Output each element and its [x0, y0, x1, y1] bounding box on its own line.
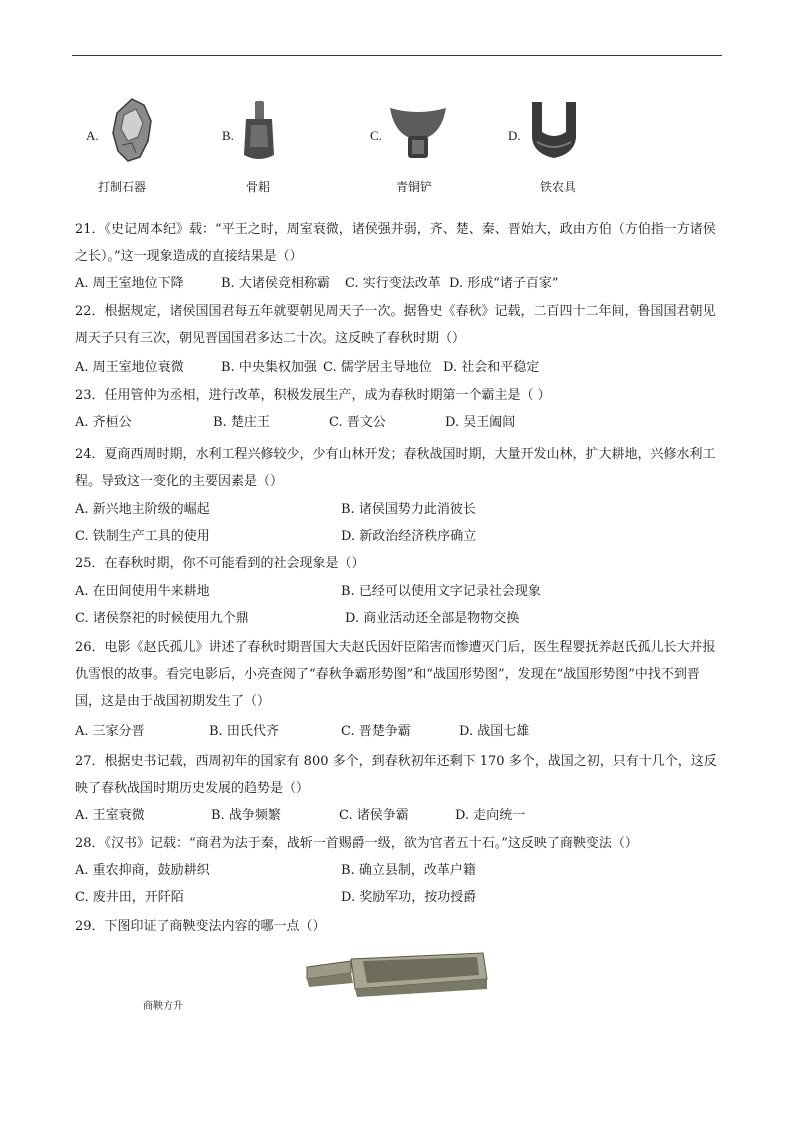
option-a[interactable]: A. 在田间使用牛来耕地 — [75, 584, 210, 599]
option-a[interactable]: A. 重农抑商，鼓励耕织 — [75, 863, 210, 878]
question-28-options-row1 — [75, 857, 725, 884]
bone-spade-icon — [238, 99, 280, 163]
shang-yang-square-measure-icon — [303, 949, 493, 999]
artifact-caption: 打制石器 — [98, 180, 147, 194]
question-24-options-row2 — [75, 523, 725, 550]
bronze-shovel-icon — [388, 104, 448, 164]
question-24-stem: 24．夏商西周时期，水利工程兴修较少，少有山林开发；春秋战国时期，大量开发山林，扩大耕地，兴修水利工程。导致这一变化的主要因素是（） — [75, 447, 716, 489]
chipped-stone-tool-icon — [110, 97, 154, 163]
question-27-stem: 27．根据史书记载，西周初年的国家有 800 多个，到春秋初年还剩下 170 多个，战国之初，只有十几个，这反映了春秋战国时期历史发展的趋势是（） — [75, 754, 717, 796]
question-25-stem: 25．在春秋时期，你不可能看到的社会现象是（） — [75, 556, 365, 571]
option-d[interactable]: D. 商业活动还全部是物物交换 — [345, 611, 520, 626]
option-d[interactable]: D. 奖励军功，按功授爵 — [341, 890, 477, 905]
artifact-letter: A. — [86, 128, 99, 143]
question-25-options-row2 — [75, 605, 725, 632]
artifact-caption: 青铜铲 — [396, 180, 433, 194]
option-c[interactable]: C. 儒学居主导地位 — [323, 360, 432, 375]
question-22-options — [75, 354, 725, 381]
option-d[interactable]: D. 吴王阖闾 — [445, 415, 516, 430]
option-c[interactable]: C. 晋文公 — [329, 415, 386, 430]
question-21-options — [75, 270, 725, 297]
option-b[interactable]: B. 确立县制，改革户籍 — [341, 863, 476, 878]
option-b[interactable]: B. 战争频繁 — [211, 808, 281, 823]
figure-caption: 商鞅方升 — [143, 1001, 183, 1012]
option-b[interactable]: B. 诸侯国势力此消彼长 — [341, 502, 476, 517]
artifact-letter: C. — [370, 128, 382, 143]
question-23-options — [75, 409, 725, 436]
option-c[interactable]: C. 诸侯争霸 — [339, 808, 409, 823]
option-c[interactable]: C. 诸侯祭祀的时候使用九个鼎 — [75, 611, 249, 626]
question-29-stem: 29．下图印证了商鞅变法内容的哪一点（） — [75, 919, 326, 934]
question-28-stem: 28．《汉书》记载：“商君为法于秦，战斩一首赐爵一级，欲为官者五十石。”这反映了商鞅变法（） — [75, 836, 638, 851]
artifact-caption: 铁农具 — [540, 180, 577, 194]
option-b[interactable]: B. 已经可以使用文字记录社会现象 — [341, 584, 541, 599]
artifact-letter: B. — [222, 128, 234, 143]
option-d[interactable]: D. 社会和平稳定 — [443, 360, 540, 375]
question-24-options-row1 — [75, 496, 725, 523]
artifact-letter: D. — [508, 128, 521, 143]
iron-farm-tool-icon — [530, 98, 578, 160]
option-d[interactable]: D. 形成“诸子百家” — [449, 276, 559, 291]
question-27-options — [75, 802, 725, 829]
question-23-stem: 23．任用管仲为丞相，进行改革，积极发展生产，成为春秋时期第一个霸主是（ ） — [75, 388, 551, 403]
question-26-options — [75, 718, 725, 745]
option-a[interactable]: A. 周王室地位下降 — [75, 276, 184, 291]
question-28-options-row2 — [75, 884, 725, 911]
option-b[interactable]: B. 大诸侯竞相称霸 — [221, 276, 330, 291]
option-a[interactable]: A. 周王室地位衰微 — [75, 360, 184, 375]
header-rule — [72, 55, 722, 56]
option-b[interactable]: B. 中央集权加强 — [221, 360, 317, 375]
option-b[interactable]: B. 楚庄王 — [213, 415, 270, 430]
question-22-stem: 22．根据规定，诸侯国国君每五年就要朝见周天子一次。据鲁史《春秋》记载，二百四十二年间，鲁国国君朝见周天子只有三次，朝见晋国国君多达二十次。这反映了春秋时期（） — [75, 304, 716, 346]
question-26-stem: 26．电影《赵氏孤儿》讲述了春秋时期晋国大夫赵氏因奸臣陷害而惨遭灭门后，医生程婴抚养赵氏孤儿长大并报仇雪恨的故事。看完电影后，小亮查阅了“春秋争霸形势图”和“战国形势图”，发现在“战国形势图”中找不到晋国，这是由于战国初期发生了（） — [75, 640, 716, 709]
question-21-stem: 21．《史记周本纪》载：“平王之时，周室衰微，诸侯强并弱，齐、楚、秦、晋始大，政由方伯（方伯指一方诸侯之长）。”这一现象造成的直接结果是（） — [75, 222, 716, 264]
option-a[interactable]: A. 王室衰微 — [75, 808, 145, 823]
option-c[interactable]: C. 废井田，开阡陌 — [75, 890, 184, 905]
artifact-caption: 骨耜 — [246, 180, 271, 194]
option-b[interactable]: B. 田氏代齐 — [209, 724, 279, 739]
question-25-options-row1 — [75, 578, 725, 605]
option-a[interactable]: A. 新兴地主阶级的崛起 — [75, 502, 210, 517]
option-a[interactable]: A. 三家分晋 — [75, 724, 145, 739]
option-c[interactable]: C. 实行变法改革 — [345, 276, 441, 291]
option-a[interactable]: A. 齐桓公 — [75, 415, 132, 430]
option-d[interactable]: D. 新政治经济秩序确立 — [341, 529, 477, 544]
option-c[interactable]: C. 铁制生产工具的使用 — [75, 529, 210, 544]
option-d[interactable]: D. 走向统一 — [455, 808, 526, 823]
option-d[interactable]: D. 战国七雄 — [459, 724, 530, 739]
option-c[interactable]: C. 晋楚争霸 — [341, 724, 411, 739]
artifact-images-row — [72, 92, 722, 202]
